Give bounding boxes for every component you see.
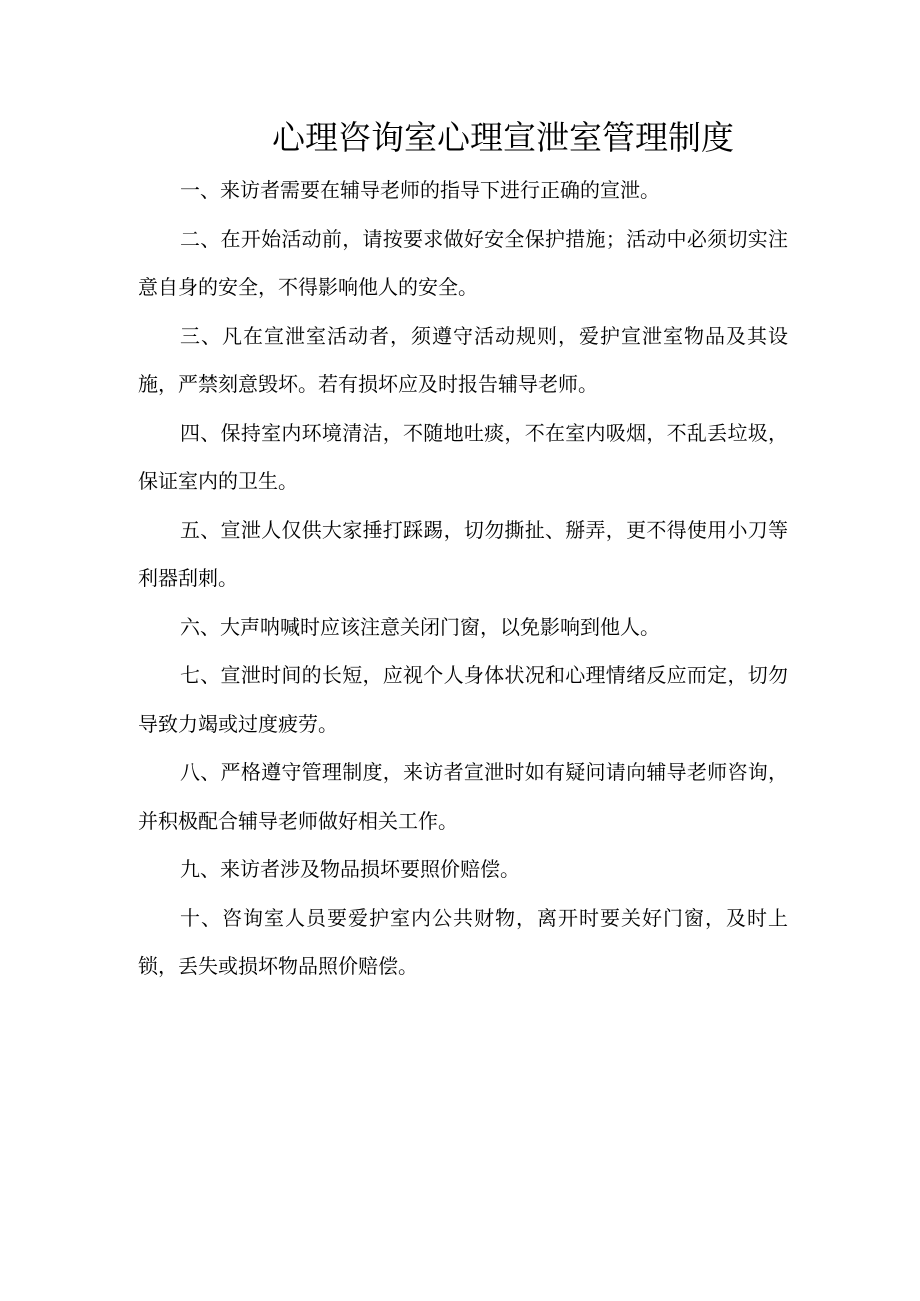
rules-list bbox=[138, 166, 788, 991]
rule-item-7: 七、宣泄时间的长短，应视个人身体状况和心理情绪反应而定，切勿导致力竭或过度疲劳。 bbox=[138, 663, 788, 736]
rule-item-9: 九、来访者涉及物品损坏要照价赔偿。 bbox=[180, 857, 520, 881]
rule-item-6: 六、大声呐喊时应该注意关闭门窗，以免影响到他人。 bbox=[180, 614, 660, 639]
rule-item-8: 八、严格遵守管理制度，来访者宣泄时如有疑问请向辅导老师咨询，并积极配合辅导老师做好相关工作。 bbox=[138, 760, 788, 833]
rule-item-2: 二、在开始活动前，请按要求做好安全保护措施；活动中必须切实注意自身的安全，不得影响他人的安全。 bbox=[138, 226, 788, 299]
document-title: 心理咨询室心理宣泄室管理制度 bbox=[272, 118, 734, 157]
rule-item-10: 十、咨询室人员要爱护室内公共财物，离开时要关好门窗，及时上锁，丢失或损坏物品照价赔偿。 bbox=[138, 905, 788, 978]
rule-item-5: 五、宣泄人仅供大家捶打踩踢，切勿撕扯、掰弄，更不得使用小刀等利器刮刺。 bbox=[138, 517, 788, 590]
rule-item-1: 一、来访者需要在辅导老师的指导下进行正确的宣泄。 bbox=[180, 178, 660, 202]
rule-item-4: 四、保持室内环境清洁，不随地吐痰，不在室内吸烟，不乱丢垃圾，保证室内的卫生。 bbox=[138, 420, 788, 493]
rule-item-3: 三、凡在宣泄室活动者，须遵守活动规则，爱护宣泄室物品及其设施，严禁刻意毁坏。若有损坏应及时报告辅导老师。 bbox=[138, 323, 788, 396]
